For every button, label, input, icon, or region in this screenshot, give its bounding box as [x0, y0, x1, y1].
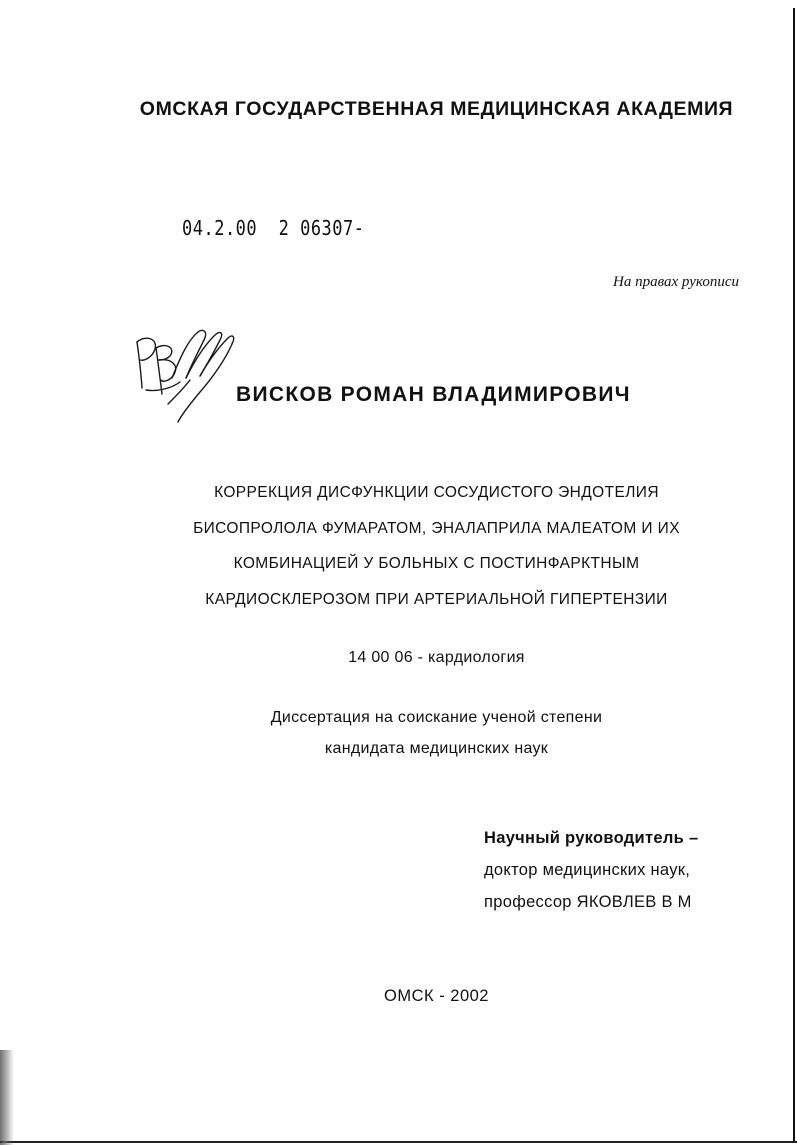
registration-code: 04.2.00 2 06307- [182, 217, 365, 241]
thesis-title [0, 484, 797, 626]
institution-name: ОМСКАЯ ГОСУДАРСТВЕННАЯ МЕДИЦИНСКАЯ АКАДЕМИЯ [139, 98, 734, 120]
thesis-title-line: БИСОПРОЛОЛА ФУМАРАТОМ, ЭНАЛАПРИЛА МАЛЕАТОМ И ИХ [193, 519, 680, 537]
scan-shadow-left [0, 1050, 14, 1145]
supervisor-name: профессор ЯКОВЛЕВ В М [484, 893, 692, 911]
degree-statement [0, 709, 797, 771]
thesis-title-line: КОРРЕКЦИЯ ДИСФУНКЦИИ СОСУДИСТОГО ЭНДОТЕЛИЯ [214, 484, 659, 501]
supervisor-block [484, 829, 698, 925]
author-name: ВИСКОВ РОМАН ВЛАДИМИРОВИЧ [236, 383, 631, 406]
degree-line: кандидата медицинских наук [324, 740, 549, 757]
thesis-title-line: КОМБИНАЦИЕЙ У БОЛЬНЫХ С ПОСТИНФАРКТНЫМ [233, 555, 640, 572]
handwritten-signature [128, 318, 246, 426]
degree-line: Диссертация на соискание ученой степени [270, 709, 603, 726]
rights-note: На правах рукописи [613, 274, 739, 290]
place-and-year: ОМСК - 2002 [384, 987, 489, 1005]
supervisor-degree: доктор медицинских наук, [484, 861, 691, 879]
specialty-code: 14 00 06 - кардиология [348, 649, 525, 666]
scan-edge-bottom [0, 1141, 797, 1143]
supervisor-heading: Научный руководитель – [484, 829, 699, 847]
thesis-title-line: КАРДИОСКЛЕРОЗОМ ПРИ АРТЕРИАЛЬНОЙ ГИПЕРТЕНЗИИ [205, 590, 668, 608]
